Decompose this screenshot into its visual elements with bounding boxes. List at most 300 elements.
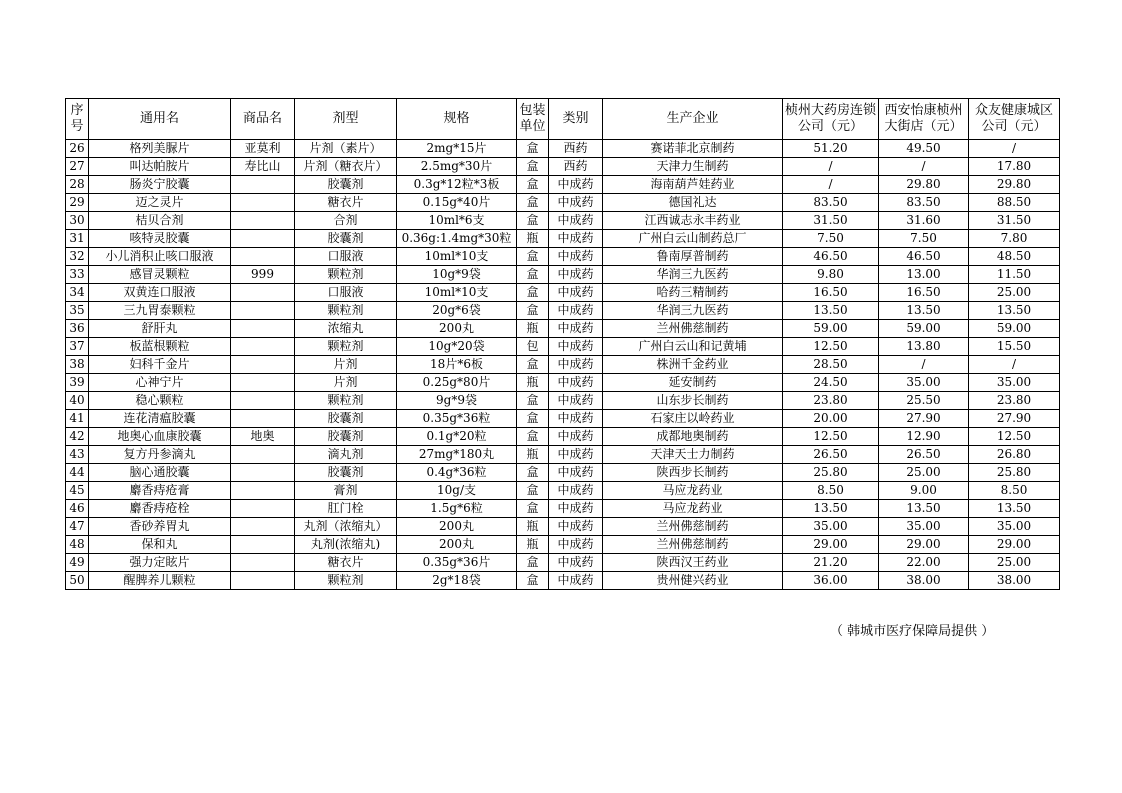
table-cell: 浓缩丸	[295, 320, 397, 338]
table-cell: 胶囊剂	[295, 410, 397, 428]
table-cell: 45	[66, 482, 89, 500]
table-cell: 27.90	[879, 410, 969, 428]
table-cell: 格列美脲片	[89, 140, 231, 158]
table-cell: 肠炎宁胶囊	[89, 176, 231, 194]
table-cell: 31	[66, 230, 89, 248]
table-row	[66, 248, 1060, 266]
table-cell: 36.00	[783, 572, 879, 590]
table-cell: 13.00	[879, 266, 969, 284]
table-cell: 13.80	[879, 338, 969, 356]
table-cell: 麝香痔疮栓	[89, 500, 231, 518]
table-cell: 盒	[517, 158, 549, 176]
table-cell	[231, 320, 295, 338]
table-cell: 25.50	[879, 392, 969, 410]
table-cell: 21.20	[783, 554, 879, 572]
table-cell: 10ml*10支	[397, 248, 517, 266]
table-cell: 9g*9袋	[397, 392, 517, 410]
table-row	[66, 194, 1060, 212]
table-cell: 胶囊剂	[295, 176, 397, 194]
source-note: （ 韩城市医疗保障局提供 ）	[830, 624, 995, 639]
table-cell: 12.50	[783, 428, 879, 446]
table-cell: 12.90	[879, 428, 969, 446]
table-cell: 江西诚志永丰药业	[603, 212, 783, 230]
table-cell: 25.00	[879, 464, 969, 482]
table-row	[66, 500, 1060, 518]
table-cell: 中成药	[549, 392, 603, 410]
table-cell: 26.50	[879, 446, 969, 464]
table-cell: 23.80	[783, 392, 879, 410]
table-cell: 中成药	[549, 266, 603, 284]
table-cell: 山东步长制药	[603, 392, 783, 410]
table-cell: 59.00	[969, 320, 1060, 338]
table-cell: 35.00	[783, 518, 879, 536]
table-cell: 三九胃泰颗粒	[89, 302, 231, 320]
table-cell: 丸剂(浓缩丸)	[295, 536, 397, 554]
table-cell	[231, 374, 295, 392]
table-cell: 200丸	[397, 536, 517, 554]
table-cell: 板蓝根颗粒	[89, 338, 231, 356]
table-cell: /	[879, 356, 969, 374]
table-cell: 香砂养胃丸	[89, 518, 231, 536]
table-cell: 盒	[517, 212, 549, 230]
table-cell: 瓶	[517, 374, 549, 392]
table-cell: 11.50	[969, 266, 1060, 284]
table-cell: 咳特灵胶囊	[89, 230, 231, 248]
table-cell: 胶囊剂	[295, 464, 397, 482]
table-cell: 26	[66, 140, 89, 158]
table-cell: 糖衣片	[295, 194, 397, 212]
table-cell: 35	[66, 302, 89, 320]
column-header: 众友健康城区公司（元）	[969, 99, 1060, 140]
table-cell: 10g*20袋	[397, 338, 517, 356]
table-cell: 中成药	[549, 374, 603, 392]
table-cell: 2.5mg*30片	[397, 158, 517, 176]
table-cell: 盒	[517, 392, 549, 410]
table-cell: 贵州健兴药业	[603, 572, 783, 590]
table-cell: 46.50	[879, 248, 969, 266]
table-cell: 40	[66, 392, 89, 410]
table-cell: 石家庄以岭药业	[603, 410, 783, 428]
table-row	[66, 536, 1060, 554]
table-cell: 29.80	[969, 176, 1060, 194]
column-header: 桢州大药房连锁公司（元）	[783, 99, 879, 140]
table-cell: /	[969, 140, 1060, 158]
table-cell: 24.50	[783, 374, 879, 392]
table-cell: 8.50	[969, 482, 1060, 500]
table-cell	[231, 536, 295, 554]
table-cell: 地奥心血康胶囊	[89, 428, 231, 446]
table-cell: 天津力生制药	[603, 158, 783, 176]
table-cell: 35.00	[969, 374, 1060, 392]
table-cell: 稳心颗粒	[89, 392, 231, 410]
table-cell: 盒	[517, 482, 549, 500]
table-cell: 39	[66, 374, 89, 392]
table-cell: 22.00	[879, 554, 969, 572]
table-cell: 46	[66, 500, 89, 518]
table-cell: 51.20	[783, 140, 879, 158]
table-cell: 999	[231, 266, 295, 284]
table-cell: 17.80	[969, 158, 1060, 176]
table-cell: 感冒灵颗粒	[89, 266, 231, 284]
table-cell: 0.15g*40片	[397, 194, 517, 212]
table-cell: 50	[66, 572, 89, 590]
table-row	[66, 554, 1060, 572]
table-cell: 0.25g*80片	[397, 374, 517, 392]
table-cell: 颗粒剂	[295, 338, 397, 356]
table-cell	[231, 176, 295, 194]
table-cell: 2g*18袋	[397, 572, 517, 590]
table-cell: 中成药	[549, 320, 603, 338]
table-row	[66, 158, 1060, 176]
table-cell	[231, 392, 295, 410]
table-cell: /	[783, 158, 879, 176]
table-cell: 中成药	[549, 536, 603, 554]
table-cell: 31.50	[783, 212, 879, 230]
table-cell: 0.4g*36粒	[397, 464, 517, 482]
table-cell	[231, 410, 295, 428]
table-cell	[231, 500, 295, 518]
table-row	[66, 572, 1060, 590]
table-cell: 包	[517, 338, 549, 356]
table-cell: 49.50	[879, 140, 969, 158]
table-cell: 颗粒剂	[295, 266, 397, 284]
table-cell	[231, 518, 295, 536]
table-cell: 25.00	[969, 554, 1060, 572]
table-cell: 瓶	[517, 518, 549, 536]
table-row	[66, 320, 1060, 338]
table-cell: 瓶	[517, 230, 549, 248]
table-cell: 37	[66, 338, 89, 356]
table-cell: 瓶	[517, 320, 549, 338]
table-cell: 30	[66, 212, 89, 230]
table-cell: 46.50	[783, 248, 879, 266]
table-cell: 丸剂（浓缩丸）	[295, 518, 397, 536]
table-cell: 200丸	[397, 320, 517, 338]
table-cell	[231, 338, 295, 356]
column-header: 包装单位	[517, 99, 549, 140]
table-cell: 23.80	[969, 392, 1060, 410]
table-cell: 西药	[549, 158, 603, 176]
table-cell: 33	[66, 266, 89, 284]
table-cell: 29.00	[879, 536, 969, 554]
table-cell: 兰州佛慈制药	[603, 536, 783, 554]
table-cell	[231, 482, 295, 500]
table-cell: 0.35g*36粒	[397, 410, 517, 428]
table-cell: 哈药三精制药	[603, 284, 783, 302]
table-cell	[231, 356, 295, 374]
table-cell: 地奥	[231, 428, 295, 446]
table-row	[66, 392, 1060, 410]
table-cell: 寿比山	[231, 158, 295, 176]
table-cell: 2mg*15片	[397, 140, 517, 158]
table-cell: 马应龙药业	[603, 482, 783, 500]
table-cell: 盒	[517, 500, 549, 518]
table-cell: 盒	[517, 572, 549, 590]
table-cell: 颗粒剂	[295, 392, 397, 410]
table-cell: 盒	[517, 194, 549, 212]
table-cell	[231, 230, 295, 248]
table-cell: 德国礼达	[603, 194, 783, 212]
table-cell: 38.00	[879, 572, 969, 590]
table-cell: 迈之灵片	[89, 194, 231, 212]
table-cell: 桔贝合剂	[89, 212, 231, 230]
table-cell: 海南葫芦娃药业	[603, 176, 783, 194]
column-header: 规格	[397, 99, 517, 140]
table-cell: 中成药	[549, 338, 603, 356]
table-cell: 强力定眩片	[89, 554, 231, 572]
table-cell	[231, 572, 295, 590]
table-cell	[231, 248, 295, 266]
table-cell: 32	[66, 248, 89, 266]
table-cell: 中成药	[549, 572, 603, 590]
table-cell: 9.80	[783, 266, 879, 284]
table-cell: 12.50	[969, 428, 1060, 446]
table-row	[66, 446, 1060, 464]
table-cell: 复方丹参滴丸	[89, 446, 231, 464]
table-cell: 28.50	[783, 356, 879, 374]
column-header: 剂型	[295, 99, 397, 140]
table-cell: 20g*6袋	[397, 302, 517, 320]
table-cell: 35.00	[879, 374, 969, 392]
table-cell: 43	[66, 446, 89, 464]
table-cell: 59.00	[783, 320, 879, 338]
table-row	[66, 140, 1060, 158]
table-cell: 25.00	[969, 284, 1060, 302]
table-cell: 7.50	[879, 230, 969, 248]
table-row	[66, 230, 1060, 248]
table-cell: 片剂	[295, 374, 397, 392]
table-cell: 15.50	[969, 338, 1060, 356]
table-cell: 麝香痔疮膏	[89, 482, 231, 500]
table-cell: 片剂	[295, 356, 397, 374]
table-row	[66, 338, 1060, 356]
table-cell: 中成药	[549, 248, 603, 266]
table-cell: 31.60	[879, 212, 969, 230]
table-cell: 25.80	[783, 464, 879, 482]
table-cell: 35.00	[969, 518, 1060, 536]
table-cell: 盒	[517, 140, 549, 158]
table-cell: 200丸	[397, 518, 517, 536]
table-row	[66, 266, 1060, 284]
table-cell: 29.00	[783, 536, 879, 554]
table-cell: 双黄连口服液	[89, 284, 231, 302]
table-cell: 38.00	[969, 572, 1060, 590]
table-cell: 13.50	[969, 500, 1060, 518]
table-cell	[231, 284, 295, 302]
table-cell: 中成药	[549, 230, 603, 248]
table-cell: 8.50	[783, 482, 879, 500]
table-cell: 盒	[517, 410, 549, 428]
table-cell: 29.80	[879, 176, 969, 194]
table-cell: 连花清瘟胶囊	[89, 410, 231, 428]
table-cell: 延安制药	[603, 374, 783, 392]
table-cell: 20.00	[783, 410, 879, 428]
table-cell: 兰州佛慈制药	[603, 518, 783, 536]
table-cell: 中成药	[549, 500, 603, 518]
table-cell: 10g/支	[397, 482, 517, 500]
column-header: 通用名	[89, 99, 231, 140]
table-cell: 中成药	[549, 356, 603, 374]
table-cell: 滴丸剂	[295, 446, 397, 464]
table-cell: 片剂（糖衣片）	[295, 158, 397, 176]
table-cell: 38	[66, 356, 89, 374]
table-cell: 中成药	[549, 464, 603, 482]
table-cell: 25.80	[969, 464, 1060, 482]
table-cell: 中成药	[549, 518, 603, 536]
table-cell: 41	[66, 410, 89, 428]
table-cell: 48	[66, 536, 89, 554]
table-row	[66, 428, 1060, 446]
table-cell: 29	[66, 194, 89, 212]
table-cell: 颗粒剂	[295, 572, 397, 590]
table-row	[66, 284, 1060, 302]
table-cell: 0.3g*12粒*3板	[397, 176, 517, 194]
table-cell: 天津天士力制药	[603, 446, 783, 464]
table-cell: 31.50	[969, 212, 1060, 230]
table-cell: 0.35g*36片	[397, 554, 517, 572]
table-cell: 29.00	[969, 536, 1060, 554]
table-cell: 中成药	[549, 482, 603, 500]
table-cell: 中成药	[549, 176, 603, 194]
table-cell: 广州白云山制药总厂	[603, 230, 783, 248]
table-cell: 株洲千金药业	[603, 356, 783, 374]
table-cell: 马应龙药业	[603, 500, 783, 518]
column-header: 生产企业	[603, 99, 783, 140]
table-cell: 盒	[517, 284, 549, 302]
table-cell: /	[969, 356, 1060, 374]
table-cell: 心神宁片	[89, 374, 231, 392]
table-cell: 盒	[517, 554, 549, 572]
table-cell: 7.80	[969, 230, 1060, 248]
table-cell: 舒肝丸	[89, 320, 231, 338]
table-cell: 膏剂	[295, 482, 397, 500]
table-cell	[231, 554, 295, 572]
column-header: 商品名	[231, 99, 295, 140]
table-cell: 颗粒剂	[295, 302, 397, 320]
table-cell: 18片*6板	[397, 356, 517, 374]
table-cell: 0.36g:1.4mg*30粒	[397, 230, 517, 248]
table-cell: 16.50	[783, 284, 879, 302]
table-cell: 兰州佛慈制药	[603, 320, 783, 338]
table-cell: 59.00	[879, 320, 969, 338]
table-cell: 10g*9袋	[397, 266, 517, 284]
table-cell: 脑心通胶囊	[89, 464, 231, 482]
table-cell: 26.80	[969, 446, 1060, 464]
table-cell: 西药	[549, 140, 603, 158]
table-cell: 13.50	[879, 500, 969, 518]
table-row	[66, 302, 1060, 320]
table-cell: 13.50	[879, 302, 969, 320]
table-cell: 中成药	[549, 194, 603, 212]
table-row	[66, 212, 1060, 230]
table-cell: 胶囊剂	[295, 428, 397, 446]
table-cell: 叫达帕胺片	[89, 158, 231, 176]
table-row	[66, 176, 1060, 194]
table-cell: 27	[66, 158, 89, 176]
table-cell: 片剂（素片）	[295, 140, 397, 158]
table-cell: 28	[66, 176, 89, 194]
table-cell: 47	[66, 518, 89, 536]
drug-price-table	[65, 98, 1060, 590]
table-row	[66, 464, 1060, 482]
table-header-row	[66, 99, 1060, 140]
table-cell: 盒	[517, 176, 549, 194]
table-cell: 合剂	[295, 212, 397, 230]
table-cell	[231, 302, 295, 320]
table-cell: 44	[66, 464, 89, 482]
table-cell: /	[783, 176, 879, 194]
table-cell: 36	[66, 320, 89, 338]
column-header: 序号	[66, 99, 89, 140]
table-cell: 中成药	[549, 302, 603, 320]
column-header: 西安怡康桢州大街店（元）	[879, 99, 969, 140]
table-cell: 83.50	[783, 194, 879, 212]
table-row	[66, 482, 1060, 500]
table-cell: 盒	[517, 248, 549, 266]
table-cell: 7.50	[783, 230, 879, 248]
table-cell: 成都地奥制药	[603, 428, 783, 446]
table-cell: 34	[66, 284, 89, 302]
table-cell: 10ml*10支	[397, 284, 517, 302]
table-cell: 26.50	[783, 446, 879, 464]
table-cell: 胶囊剂	[295, 230, 397, 248]
table-cell	[231, 446, 295, 464]
table-cell: 华润三九医药	[603, 266, 783, 284]
table-cell	[231, 464, 295, 482]
column-header: 类别	[549, 99, 603, 140]
table-cell: 盒	[517, 428, 549, 446]
table-cell: 35.00	[879, 518, 969, 536]
table-cell: 盒	[517, 464, 549, 482]
table-cell: 88.50	[969, 194, 1060, 212]
table-cell: 中成药	[549, 428, 603, 446]
table-cell: 10ml*6支	[397, 212, 517, 230]
table-cell: 肛门栓	[295, 500, 397, 518]
table-cell: 49	[66, 554, 89, 572]
table-cell: 盒	[517, 302, 549, 320]
table-cell: 小儿消积止咳口服液	[89, 248, 231, 266]
table-cell: 瓶	[517, 536, 549, 554]
table-cell: 13.50	[783, 302, 879, 320]
table-cell: 糖衣片	[295, 554, 397, 572]
table-row	[66, 410, 1060, 428]
table-cell: 口服液	[295, 284, 397, 302]
table-cell: 9.00	[879, 482, 969, 500]
table-row	[66, 518, 1060, 536]
table-cell: 醒脾养儿颗粒	[89, 572, 231, 590]
table-cell: 盒	[517, 356, 549, 374]
table-cell: 1.5g*6粒	[397, 500, 517, 518]
table-cell: 0.1g*20粒	[397, 428, 517, 446]
table-cell: 鲁南厚普制药	[603, 248, 783, 266]
table-cell: 盒	[517, 266, 549, 284]
table-cell: 保和丸	[89, 536, 231, 554]
table-cell: 亚莫利	[231, 140, 295, 158]
table-cell: 中成药	[549, 284, 603, 302]
table-cell: 中成药	[549, 554, 603, 572]
table-cell: 陕西汉王药业	[603, 554, 783, 572]
table-cell: 中成药	[549, 212, 603, 230]
table-cell: 27.90	[969, 410, 1060, 428]
table-cell: 华润三九医药	[603, 302, 783, 320]
table-cell: 16.50	[879, 284, 969, 302]
table-row	[66, 356, 1060, 374]
table-cell: 48.50	[969, 248, 1060, 266]
table-cell: 赛诺菲北京制药	[603, 140, 783, 158]
table-cell: 27mg*180丸	[397, 446, 517, 464]
table-cell: 妇科千金片	[89, 356, 231, 374]
table-cell: 中成药	[549, 446, 603, 464]
